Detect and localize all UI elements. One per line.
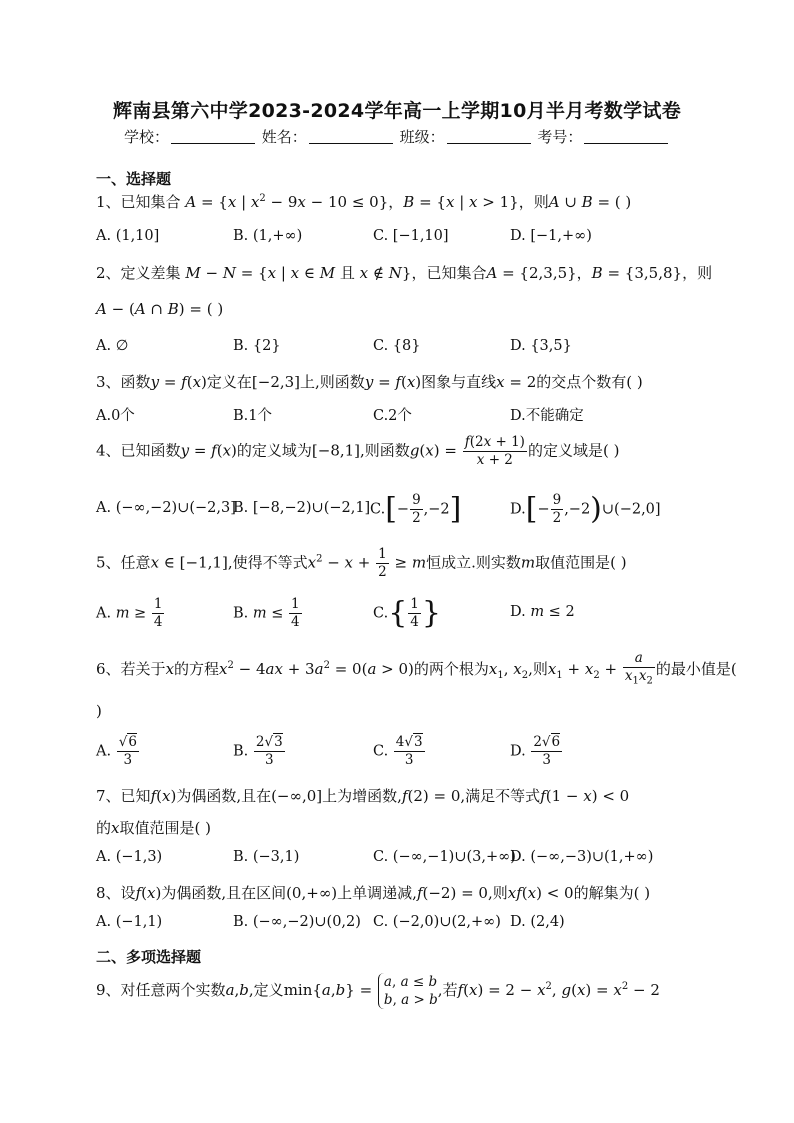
class-blank[interactable] <box>447 128 531 144</box>
school-blank[interactable] <box>171 128 255 144</box>
options-q1 <box>96 228 716 252</box>
options-q3 <box>96 404 716 428</box>
question-2: 2、定义差集 M − N = {x | x ∈ M 且 x ∉ N}，已知集合A = {2,3,5}，B = {3,5,8}，则 <box>96 264 713 282</box>
option-b[interactable]: B.1个 <box>233 408 272 424</box>
question-4: 4、已知函数y = f(x)的定义域为[−8,1],则函数g(x) = $\frac{f(2x + 1)}{x + 2}$ 的定义域是( ) <box>96 434 620 468</box>
option-b[interactable]: B. (1,+∞) <box>233 228 303 244</box>
option-b[interactable]: B. (−3,1) <box>233 849 300 865</box>
option-b[interactable]: B. $\frac{2√3}{3}$ <box>233 734 283 768</box>
option-d[interactable]: D.不能确定 <box>510 408 584 424</box>
question-7-cont: 的x取值范围是( ) <box>96 819 211 837</box>
option-d[interactable]: D. m ≤ 2 <box>510 604 575 620</box>
option-a[interactable]: A. $\frac{√6}{3}$ <box>96 734 137 768</box>
options-q2 <box>96 338 716 362</box>
option-b[interactable]: B. {2} <box>233 338 281 354</box>
name-label: 姓名： <box>261 128 307 146</box>
section-heading: 一、选择题 <box>96 170 172 188</box>
question-9: 9、对任意两个实数a,b,定义min{a,b} = a, a ≤ b b, a > b ,若$f(x) = 2 - x^2$, $g(x) = x^2 - 2$ <box>96 974 660 1008</box>
option-c[interactable]: C. [−1,10] <box>373 228 449 244</box>
option-a[interactable]: A.0个 <box>96 408 135 424</box>
class-label: 班级： <box>399 128 445 146</box>
option-a[interactable]: A. (−1,3) <box>96 849 163 865</box>
option-c[interactable]: C.{ $\frac{1}{4}$ } <box>373 595 441 631</box>
option-d[interactable]: D. [−1,+∞) <box>510 228 592 244</box>
question-5: 5、任意x ∈ [−1,1],使得不等式$x^2 - x$ + $\frac{1}{2}$ ≥ m恒成立.则实数m取值范围是( ) <box>96 546 627 580</box>
option-a[interactable]: A. ∅ <box>96 338 129 354</box>
question-3: 3、函数y = f(x)定义在[−2,3]上,则函数y = f(x)图象与直线x = 2的交点个数有( ) <box>96 373 643 391</box>
question-8: 8、设f(x)为偶函数,且在区间(0,+∞)上单调递减,f(−2) = 0,则xf(x) < 0的解集为( ) <box>96 884 651 902</box>
option-d[interactable]: D.[− $\frac{9}{2}$ ,−2)∪(−2,0] <box>510 491 661 527</box>
option-c[interactable]: C.[− $\frac{9}{2}$ ,−2] <box>370 491 462 527</box>
option-a[interactable]: A. (−∞,−2)∪(−2,3] <box>96 500 236 516</box>
question-6-cont: ) <box>96 702 102 720</box>
name-blank[interactable] <box>309 128 393 144</box>
question-7: 7、已知f(x)为偶函数,且在(−∞,0]上为增函数,f(2) = 0,满足不等式f(1 − x) < 0 <box>96 787 630 805</box>
options-q5 <box>96 596 716 632</box>
id-blank[interactable] <box>584 128 668 144</box>
question-6: 6、若关于x的方程$x^2 - 4ax + 3a^2 = 0(a > 0)$的两个根为$x_1$, $x_2$,则$x_1 + x_2$ + $\frac{a}{x_1x_2}$ 的最小值是( <box>96 650 737 687</box>
option-b[interactable]: B. (−∞,−2)∪(0,2) <box>233 914 361 930</box>
student-info-row <box>124 126 670 147</box>
option-b[interactable]: B. m ≤ $\frac{1}{4}$ <box>233 596 300 630</box>
school-label: 学校： <box>124 128 170 146</box>
option-a[interactable]: A. (1,10] <box>96 228 160 244</box>
page-title: 辉南县第六中学2023-2024学年高一上学期10月半月考数学试卷 <box>113 100 681 122</box>
option-a[interactable]: A. m ≥ $\frac{1}{4}$ <box>96 596 163 630</box>
option-d[interactable]: D. {3,5} <box>510 338 572 354</box>
option-c[interactable]: C. (−2,0)∪(2,+∞) <box>373 914 501 930</box>
options-q6 <box>96 734 716 774</box>
options-q8 <box>96 914 716 938</box>
option-d[interactable]: D. (−∞,−3)∪(1,+∞) <box>510 849 654 865</box>
section-heading: 二、多项选择题 <box>96 948 202 966</box>
options-q4 <box>96 492 716 528</box>
option-d[interactable]: D. (2,4) <box>510 914 565 930</box>
option-d[interactable]: D. $\frac{2√6}{3}$ <box>510 734 561 768</box>
option-c[interactable]: C. $\frac{4√3}{3}$ <box>373 734 423 768</box>
option-c[interactable]: C. {8} <box>373 338 421 354</box>
options-q7 <box>96 849 716 873</box>
option-c[interactable]: C.2个 <box>373 408 412 424</box>
question-2-cont: A − (A ∩ B) = ( ) <box>96 300 224 318</box>
option-b[interactable]: B. [−8,−2)∪(−2,1] <box>233 500 371 516</box>
question-1: 1、已知集合 A = {x | $x^2 - 9x - 10 \le 0$}，B = {x | x > 1}，则A ∪ B = ( ) <box>96 193 632 211</box>
option-a[interactable]: A. (−1,1) <box>96 914 163 930</box>
id-label: 考号： <box>537 128 583 146</box>
option-c[interactable]: C. (−∞,−1)∪(3,+∞) <box>373 849 516 865</box>
